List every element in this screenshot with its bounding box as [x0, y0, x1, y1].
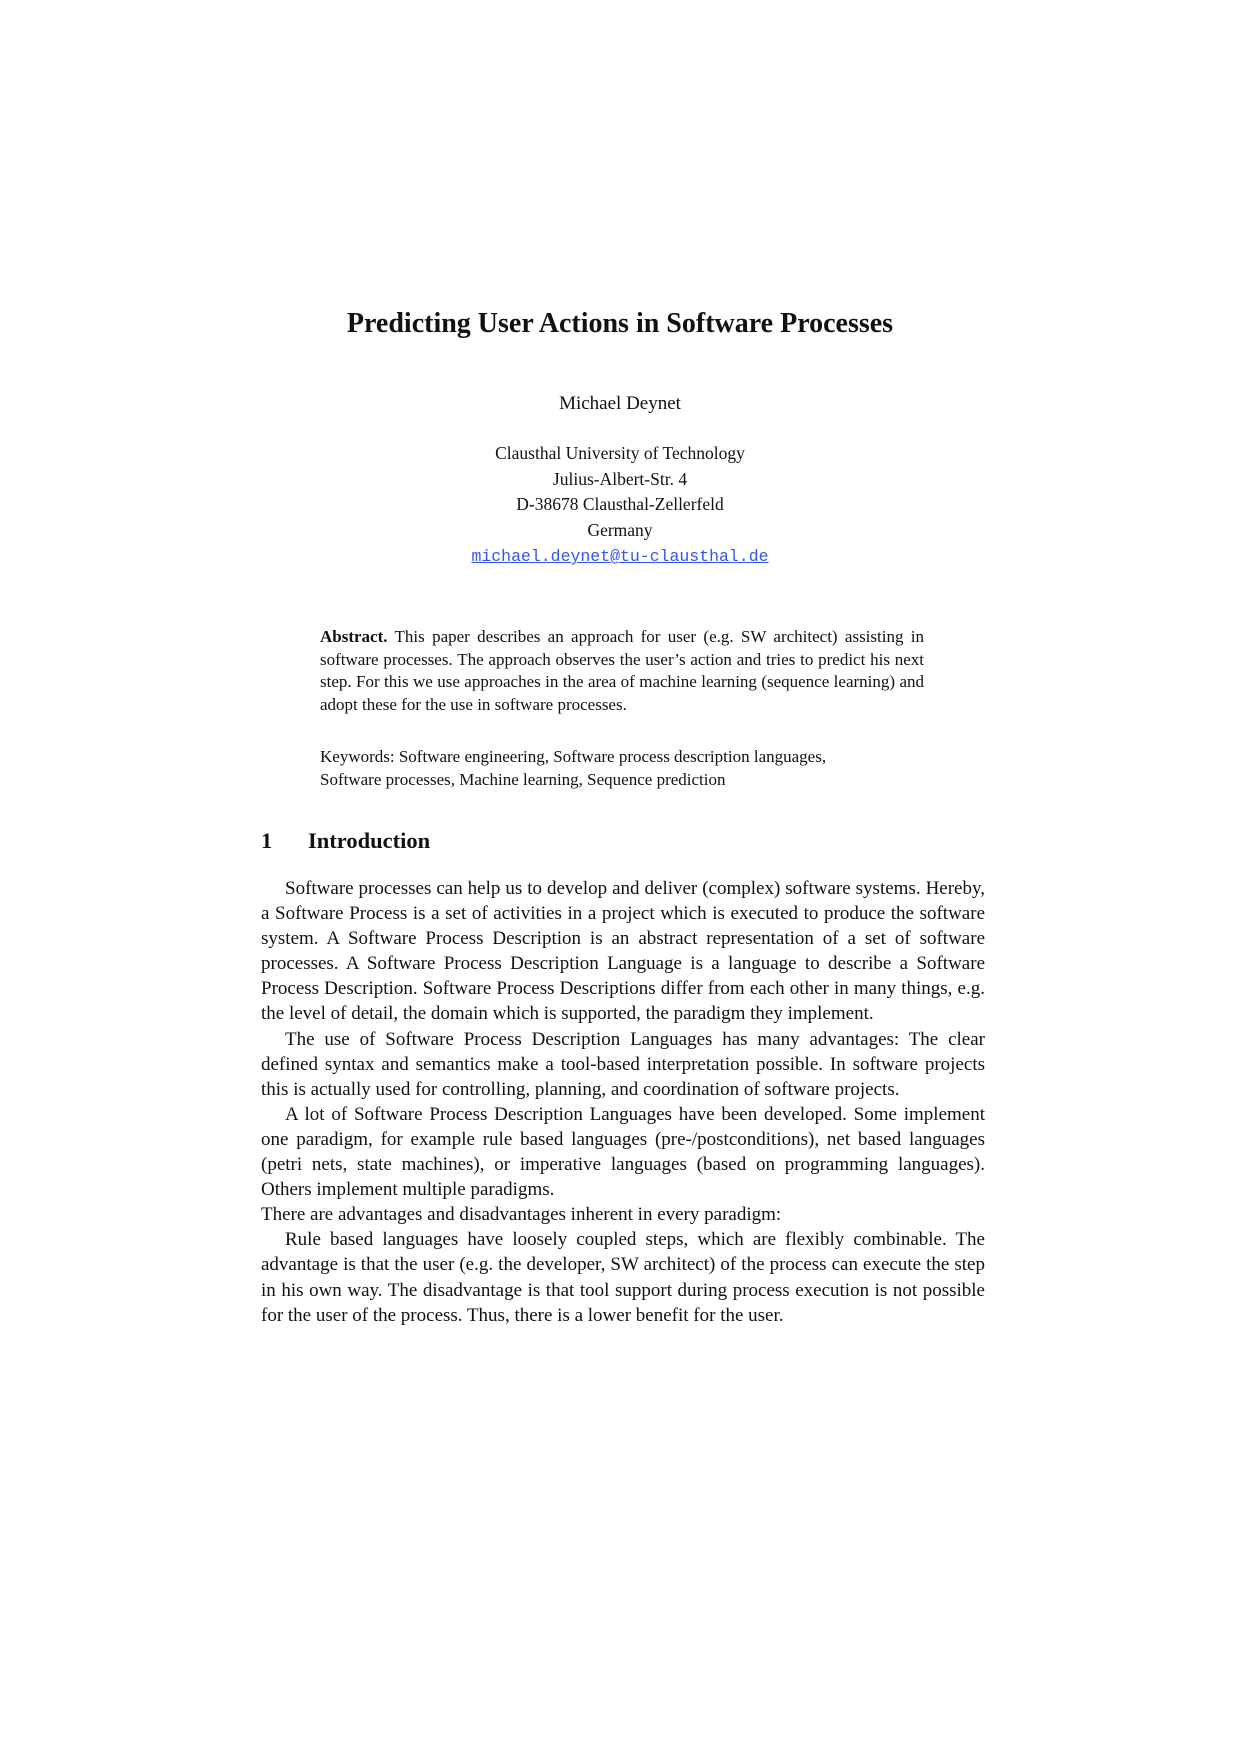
author-affiliation [0, 441, 1240, 570]
paper-title: Predicting User Actions in Software Processes [346, 308, 894, 339]
introduction-body [261, 876, 985, 1328]
affiliation-line-street: Julius-Albert-Str. 4 [552, 468, 688, 489]
section-number: 1 [261, 828, 273, 853]
paragraph-2: The use of Software Process Description Languages has many advantages: The clear defined syntax and semantics make a tool-based interpretation possible. In software projects this is actually used for controlling, planning, and coordination of software projects. [261, 1028, 985, 1100]
author-name: Michael Deynet [559, 393, 681, 414]
keywords-line-2: Software processes, Machine learning, Sequence prediction [320, 770, 726, 789]
abstract [320, 626, 924, 716]
paragraph-1: Software processes can help us to develop and deliver (complex) software systems. Hereby, a Software Process is a set of activities in a project which is executed to produce the software system. A Software Process Description is an abstract representation of a set of software processes. A Software Process Description Language is a language to describe a Software Process Description. Software Process Descriptions differ from each other in many things, e.g. the level of detail, the domain which is supported, the paradigm they implement. [261, 878, 985, 1025]
section-heading-introduction [261, 826, 430, 856]
keywords-line-1: Keywords: Software engineering, Software process description languages, [320, 747, 827, 766]
paragraph-4: There are advantages and disadvantages inherent in every paradigm: [261, 1204, 782, 1226]
paragraph-5: Rule based languages have loosely coupled steps, which are flexibly combinable. The advantage is that the user (e.g. the developer, SW architect) of the process can execute the step in his own way. The disadvantage is that tool support during process execution is not possible for the user of the process. Thus, there is a lower benefit for the user. [261, 1229, 985, 1326]
abstract-label: Abstract. [320, 627, 388, 646]
section-title: Introduction [308, 828, 431, 853]
affiliation-line-university: Clausthal University of Technology [495, 443, 745, 463]
keywords [320, 745, 924, 791]
affiliation-line-country: Germany [587, 519, 653, 540]
affiliation-line-city: D-38678 Clausthal-Zellerfeld [516, 494, 724, 514]
paragraph-3: A lot of Software Process Description Languages have been developed. Some implement one paradigm, for example rule based languages (pre-/postconditions), net based languages (petri nets, state machines), or imperative languages (based on programming languages). Others implement multiple paradigms. [261, 1103, 985, 1201]
abstract-text: This paper describes an approach for user (e.g. SW architect) assisting in software processes. The approach observes the user’s action and tries to predict his next step. For this we use approaches in the area of machine learning (sequence learning) and adopt these for the use in software processes. [320, 627, 924, 714]
author-email-link[interactable]: michael.deynet@tu-clausthal.de [471, 547, 769, 566]
